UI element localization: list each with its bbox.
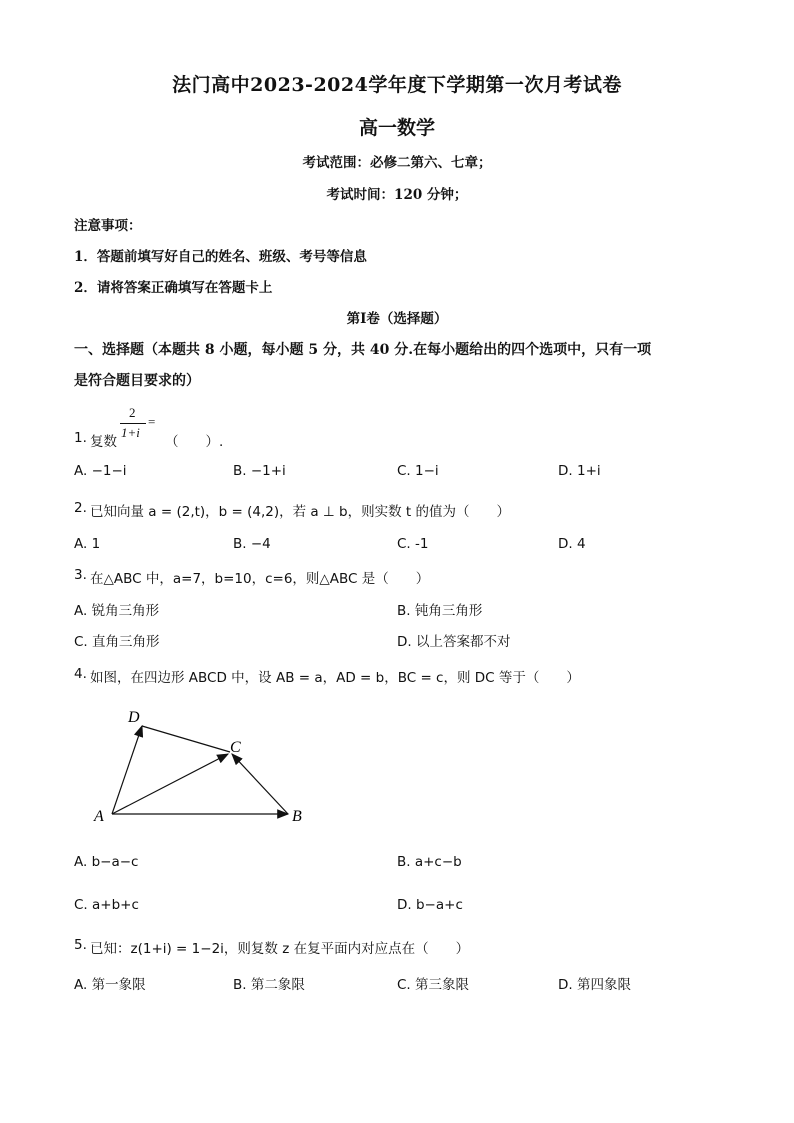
q4-option-c: C. a+b+c: [74, 897, 139, 913]
q4-option-a: A. b−a−c: [74, 854, 139, 870]
q1-fraction-bar: [120, 423, 146, 424]
q1-number: 1.: [74, 430, 87, 446]
notes-heading: 注意事项：: [74, 218, 142, 234]
label-d: D: [128, 709, 140, 726]
q2-option-d: D. 4: [558, 536, 586, 552]
q4-number: 4.: [74, 666, 87, 682]
q3-option-b: B. 钝角三角形: [397, 603, 483, 619]
q3-stem: 在△ABC 中，a=7，b=10，c=6，则△ABC 是（ ）: [90, 571, 430, 587]
q1-option-c: C. 1−i: [397, 463, 439, 479]
note-item-1: 1．答题前填写好自己的姓名、班级、考号等信息: [74, 249, 367, 265]
exam-time: 考试时间：120 分钟；: [326, 187, 468, 203]
q2-number: 2.: [74, 500, 87, 516]
q5-option-d: D. 第四象限: [558, 977, 631, 993]
q5-stem: 已知：z(1+i) = 1−2i，则复数 z 在复平面内对应点在（ ）: [90, 941, 470, 957]
q3-option-c: C. 直角三角形: [74, 634, 160, 650]
q5-option-a: A. 第一象限: [74, 977, 146, 993]
q1-option-d: D. 1+i: [558, 463, 601, 479]
q3-option-a: A. 锐角三角形: [74, 603, 160, 619]
subject-title: 高一数学: [358, 117, 435, 139]
q1-stem-suffix: （ ）.: [165, 434, 224, 450]
label-a: A: [94, 808, 104, 825]
q1-fraction-numerator: 2: [129, 405, 136, 420]
q2-option-a: A. 1: [74, 536, 101, 552]
section-heading-line2: 是符合题目要求的）: [74, 373, 200, 389]
volume-heading: 第Ⅰ卷（选择题）: [346, 311, 448, 327]
q4-option-d: D. b−a+c: [397, 897, 463, 913]
section-heading-line1: 一、选择题（本题共 8 小题，每小题 5 分，共 40 分.在每小题给出的四个选项中，只有一项: [74, 342, 652, 358]
q3-option-d: D. 以上答案都不对: [397, 634, 511, 650]
label-c: C: [230, 739, 241, 756]
q1-stem-prefix: 复数: [90, 434, 117, 450]
q5-option-c: C. 第三象限: [397, 977, 470, 993]
q5-option-b: B. 第二象限: [233, 977, 305, 993]
q1-option-b: B. −1+i: [233, 463, 286, 479]
segment-dc: [142, 726, 230, 752]
label-b: B: [292, 808, 302, 825]
q1-equals: =: [148, 414, 156, 429]
q2-option-b: B. −4: [233, 536, 271, 552]
note-item-2: 2．请将答案正确填写在答题卡上: [74, 280, 273, 296]
exam-scope: 考试范围：必修二第六、七章；: [302, 155, 492, 171]
q1-fraction-denominator: 1+i: [121, 425, 140, 440]
q3-number: 3.: [74, 567, 87, 583]
exam-title: 法门高中2023-2024学年度下学期第一次月考试卷: [172, 74, 622, 96]
vector-bc: [232, 754, 288, 814]
q1-option-a: A. −1−i: [74, 463, 127, 479]
q2-stem: 已知向量 a = (2,t)，b = (4,2)，若 a ⊥ b，则实数 t 的值为（ ）: [90, 504, 510, 520]
q4-stem: 如图，在四边形 ABCD 中，设 AB = a，AD = b，BC = c，则 DC 等于（ ）: [90, 670, 580, 686]
q5-number: 5.: [74, 937, 87, 953]
q4-option-b: B. a+c−b: [397, 854, 462, 870]
quadrilateral-figure: [90, 706, 320, 836]
q2-option-c: C. -1: [397, 536, 429, 552]
